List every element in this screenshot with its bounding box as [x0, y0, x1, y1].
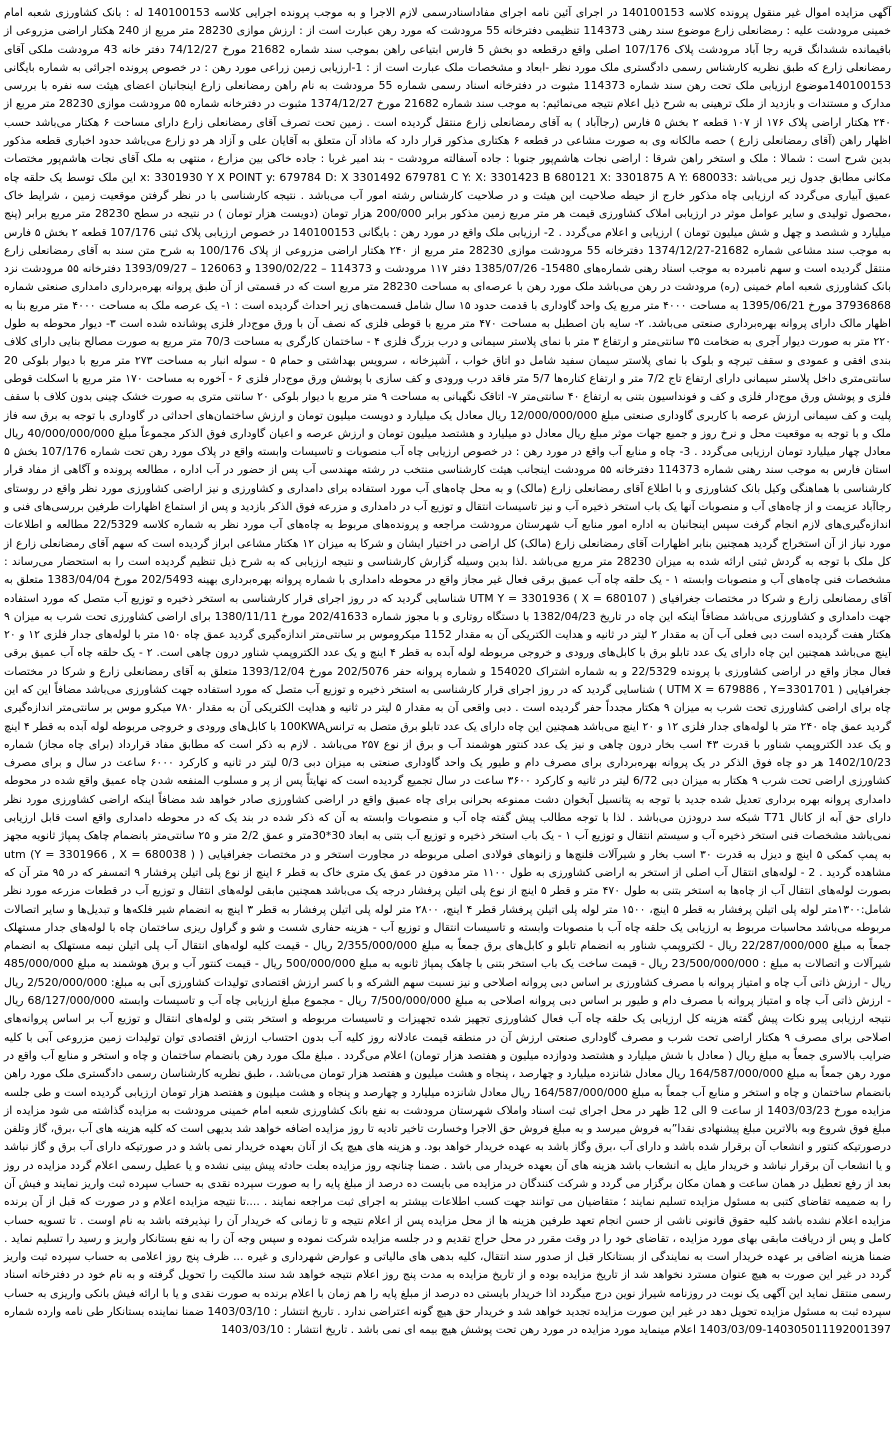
auction-notice-text: آگهی مزایده اموال غیر منقول پرونده کلاسه 140100153 در اجرای آئین نامه اجرای مفاداسنادرسمی لازم الاجرا و به موجب پرونده اجرایی کلاسه 140100153 له : بانک کشاورزی شعبه امام خمینی مرودشت علیه : رمضانعلی زارع موضوع سند رهنی 114373 تنظیمی دفترخانه 55 مرودشت که مورد رهن عبارت است از : ارزش موازی 28230 متر مربع از 240 هکتار اراضی مزروعی از باقیمانده ششدانگ قریه رجا آباد مرودشت پلاک 107/176 اصلی واقع درقطعه دو بخش 5 فارس ابتیاعی راهن بموجب سند شماره 21682 مورخ 74/12/27 دفتر خانه 43 مرودشت ملکی آقای رمضانعلی زارع که طبق نظریه کارشناس رسمی دادگستری ملک مورد نظر -ابعاد و مشخصات ملک عبارت است از : 1-ارزیابی زمین زراعی مورد رهن : در خصوص پرونده اجرائی به شماره بایگانی 140100153موضوع ارزیابی ملک تحت رهن سند شماره 114373 مثبوت در دفترخانه اسناد رسمی شماره 55 مرودشت به نام راهن رمضانعلی زارع اینجانبان اعضای هیئت سه نفره با بررسی مدارک و مستندات و بازدید از ملک ترهینی به شرح ذیل اعلام نتیجه می‌نمائیم: به موجب سند شماره 21682 مورخ 1374/12/27 مثبوت در دفترخانه شماره ۵۵ مرودشت موازی 28230 متر مربع از ۲۴۰ هکتار اراضی پلاک ۱۷۶ از ۱۰۷ قطعه ۲ بخش ۵ فارس (رجاآباد ) به آقای رمضانعلی زارع منتقل گردیده است . زمین تحت تصرف آقای رمضانعلی زارع دارای مساحت ۶ هکتار می‌باشد حسب اظهار راهن (آقای رمضانعلی زارع ) حصه مالکانه وی به صورت مشاعی در قطعه ۶ هکتاری مذکور قرار دارد که ماذاد آن متعلق به آقایان علی و آزاد هر دو زارع می‌باشد حدود اخباری قطعه مذکور بدین شرح است : شمالا : ملک و استخر راهن شرقا : اراضی نجات هاشم‌پور جنوبا : جاده آسفالته مرودشت - بند امیر غربا : جاده خاکی بین مزارع ، منتهی به ملک آقای نجات هاشم‌پور مختصات مکانی مطابق جدول زیر می‌باشد :x: 3301930 Y X POINT y: 679784 D: X 3301492 679781 C Y: X: 3301423 B 680121 X: 3301875 A Y: 680033 این ملک توسط یک حلقه چاه عمیق آبیاری می‌گردد که ارزیابی چاه مذکور خارج از حیطه صلاحیت این هیئت و در صلاحیت کارشناس رشته امور آب می‌باشد . نتیجه کارشناسی با در نظر گرفتن موقعیت زمین ، شرایط خاک ،محصول تولیدی و سایر عوامل موثر در ارزیابی املاک کشاورزی قیمت هر متر مربع زمین مذکور برابر 200/000 هزار تومان (دویست هزار تومان ) در نتیجه در سطح 28230 متر مربع برابر (پنج میلیارد و ششصد و چهل و شش میلیون تومان ) ارزیابی و اعلام می‌گردد . 2- ارزیابی ملک واقع در مورد رهن : بایگانی 140100153 در خصوص ارزیابی پلاک ثبتی 107/176 قطعه ۲ بخش ۵ فارس به موجب سند مشاعی شماره 21682-1374/12/27 دفترخانه 55 مرودشت موازی 28230 متر مربع از ۲۴۰ هکتار اراضی مزروعی از پلاک 100/176 به شرح متن سند به آقای رمضانعلی زارع منتقل گردیده است و سهم نامبرده به موجب اسناد رهنی شماره‌های 15480- 1385/07/26 دفتر ۱۱۷ مرودشت و 114373 – 1390/02/22 و 126063 – 1393/09/27 دفترخانه ۵۵ مرودشت نزد بانک کشاورزی شعبه امام خمینی (ره) مرودشت در رهن می‌باشد ملک مورد رهن با عرصه‌ای به مساحت 28230 متر مربع است که در قسمتی از آن طبق پروانه بهره‌برداری دامداری صنعتی شماره 37936868 مورخ 1395/06/21 به مساحت ۴۰۰۰ متر مربع یک واحد گاوداری با قدمت حدود ۱۵ سال شامل قسمت‌های زیر احداث گردیده است : ۱- یک عرصه ملک به مساحت ۴۰۰۰ متر مربع بنا به اظهار مالک دارای پروانه بهره‌برداری صنعتی می‌باشد. ۲- سایه بان اصطبل به مساحت ۴۷۰ متر مربع با قوطی فلزی که نصف آن با ورق موج‌دار فلزی پوشانده شده است ۳- دیوار محوطه به طول ۲۲۰ متر به صورت دیوار آجری به ضخامت ۳۵ سانتی‌متر و ارتفاع ۳ متر با نمای پلاستر سیمانی و درب بزرگ فلزی ۴ - ساختمان کارگری به مساحت 70/3 متر مربع به صورت مصالح بنایی دارای کلاف بندی افقی و عمودی و سقف تیرچه و بلوک با نمای پلاستر سیمان سفید شامل دو اتاق خواب ، آشپزخانه ، سرویس بهداشتی و حمام ۵ - سوله انبار به مساحت ۲۷۳ متر مربع با دیوار بلوکی 20 سانتی‌متری داخل پلاستر سیمانی دارای ارتفاع تاج 7/2 متر و ارتفاع کناره‌ها 5/7 متر فاقد درب ورودی و کف سازی با پوشش ورق موج‌دار فلزی ۶ - آخوره به مساحت ۱۷۰ متر مربع با اسکلت قوطی فلزی و پوشش ورق موج‌دار فلزی و کف و فونداسیون بتنی به ارتفاع ۴۰ سانتی‌متر ۷- اتاقک نگهبانی به مساحت ۹ متر مربع با دیوار بلوکی ۲۰ سانتی متری به صورت خشک چینی بدون کلاف با سقف پلیت و کف سیمانی ارزش عرصه با کاربری گاوداری صنعتی مبلغ 12/000/000/000 ریال معادل یک میلیارد و دویست میلیون تومان و ارزش ساختمان‌های احداثی در گاوداری با توجه به برق سه فاز ملک و با توجه به موقعیت محل و نرخ روز و جمیع جهات موثر مبلغ ریال معادل دو میلیارد و هشتصد میلیون تومان و ارزش عرصه و اعیان گاوداری فوق الذکر مجموعاً مبلغ 40/000/000/000 ریال معادل چهار میلیارد تومان ارزیابی می‌گردد . 3- چاه و منابع آب واقع در مورد رهن : در خصوص ارزیابی چاه آب منصوبات و تاسیسات وابسته واقع در پلاک مورد رهن تحت شماره 107/176 بخش ۵ استان فارس به موجب سند رهنی شماره 114373 دفترخانه ۵۵ مرودشت اینجانب هیئت کارشناسی منتخب در رشته مهندسی آب پس از حضور در آب اداره ، مطالعه پرونده و آگاهی از مفاد قرار کارشناسی با هماهنگی وکیل بانک کشاورزی و با اطلاع آقای رمضانعلی زارع (مالک) و به محل چاه‌های آب مورد استفاده برای دامداری و کشاورزی و نیز اراضی کشاورزی مورد نظر واقع در روستای رجاآباد عزیمت و از چاه‌های آب و منصوبات آنها یک باب استخر ذخیره آب و نیز تاسیسات انتقال و توزیع آب در دامداری و مزرعه فوق الذکر بازدید و پس از استماع اظهارات طرفین بررسی‌های فنی و اندازه‌گیری‌های لازم انجام گرفت سپس اینجانبان به اداره امور منابع آب شهرستان مرودشت مراجعه و پرونده‌های مربوط به چاه‌های آب مورد نظر به شماره کلاسه 22/5329 مطالعه و اطلاعات مورد نیاز از آن استخراج گردید همچنین بنابر اظهارات آقای رمضانعلی زارع (مالک) کل اراضی در اختیار ایشان و شرکا به میزان ۱۲ هکتار مشاعی ابراز گردیده است که سهم آقای رمضانعلی زارع از کل ملک با توجه به گردش ثبتی ارائه شده به میزان 28230 متر مربع می‌باشد .لذا بدین وسیله گزارش کارشناسی و نتیجه ارزیابی که به شرح ذیل تنظیم گردیده است را به استحضار می‌رساند : مشخصات فنی چاه‌های آب و منصوبات وابسته ۱ - یک حلقه چاه آب عمیق برقی فعال غیر مجاز واقع در محوطه دامداری با شماره پروانه بهره‌برداری بهینه 202/5493 مورخ 1383/04/04 متعلق به آقای رمضانعلی زارع و شرکا در مختصات جغرافیای UTM Y = 3301936 ( X = 680107 ) شناسایی گردید که در روز اجرای قرار کارشناسی به استخر ذخیره و توزیع آب متصل که مورد استفاده جهت دامداری و کشاورزی می‌باشد مضافاً اینکه این چاه در تاریخ 1382/04/23 با دستگاه روتاری و با مجوز شماره 202/41633 مورخ 1380/11/11 برای اراضی کشاورزی تحت شرب به میزان ۹ هکتار هفت گردیده است دبی فعلی آب آن به مقدار ۲ لیتر در ثانیه و هدایت الکتریکی آن به مقدار 1152 میکروموس بر سانتی‌متر اندازه‌گیری گردید عمق چاه ۱۵۰ متر با لوله‌های جدار فلزی ۱۲ و ۲۰ اینچ می‌باشد همچنین این چاه دارای یک عدد تابلو برق با کابل‌های ورودی و خروجی مربوطه لوله آبده به قطر ۴ اینچ و یک عدد الکتروپمپ شناور درون چاهی است. ۲ - یک حلقه چاه آب عمیق برقی فعال مجاز واقع در اراضی کشاورزی با پرونده 22/5329 و به شماره اشتراک 154020 و شماره پروانه حفر 202/5076 مورخ 1393/12/04 متعلق به آقای رمضانعلی زارع و شرکا در مختصات جغرافیایی ( UTM X = 679886 , Y=3301701 ) شناسایی گردید که در روز اجرای قرار کارشناسی به استخر ذخیره و توزیع آب متصل که مورد استفاده جهت کشاورزی می‌باشد مضافاً این که این چاه برای اراضی کشاورزی تحت شرب به میزان ۹ هکتار مجدداً حفر گردیده است . دبی واقعی آن به مقدار ۵ لیتر در ثانیه و هدایت الکتریکی آن به مقدار ۷۸۰ میکرو موس بر سانتی‌متر اندازه‌گیری گردید عمق چاه ۲۴۰ متر با لوله‌های جدار فلزی ۱۲ و ۲۰ اینچ می‌باشد همچنین این چاه دارای یک عدد تابلو برق متصل به ترانس100KWA با کابل‌های ورودی و خروجی مربوطه لوله آبده به قطر ۴ اینچ و یک عدد الکتروپمپ شناور با قدرت ۴۳ اسب بخار درون چاهی و نیز یک عدد کنتور هوشمند آب و برق از نوع ۲۵۷ می‌باشد . لازم به ذکر است که مطابق مفاد قرارداد (برای چاه مجاز) شماره 1402/10/23 هر دو چاه فوق الذکر در یک پروانه بهره‌برداری برای مصرف دام و طیور یک واحد گاوداری صنعتی به میزان دبی 0/3 لیتر در ثانیه و کارکرد ۶۰۰۰ ساعت در سال و برای مصرف کشاورزی اراضی تحت شرب ۹ هکتار به میزان دبی 6/72 لیتر در ثانیه و کارکرد ۳۶۰۰ ساعت در سال تجمیع گردیده است که نهایتاً پس از پر و مسلوب المنفعه شدن چاه عمیق واقع شده در محوطه دامداری پروانه بهره برداری تعدیل شده جدید با توجه به پتانسیل آبخوان دشت ممنوعه بحرانی برای چاه عمیق واقع در اراضی کشاورزی صادر خواهد شد مضافاً اینکه اراضی کشاورزی مورد نظر دارای حق آبه از کانال T71 شبکه سد درودزن می‌باشد . لذا با توجه مطالب پیش گفته چاه آب و منصوبات وابسته به آن که ذکر شده در بند یک که در محوطه دامداری واقع است قابل ارزیابی نمی‌باشد مشخصات فنی استخر ذخیره آب و سیستم انتقال و توزیع آب ۱ - یک باب استخر ذخیره و توزیع آب بتنی به ابعاد 30*30متر و عمق 2/2 متر و ۲۵ سانتی‌متر بانضمام چاهک پمپاژ ثانویه مجهز به پمپ کمکی ۵ اینچ و دیزل به قدرت ۳۰ اسب بخار و شیرآلات فلنچ‌ها و زانوهای فولادی اصلی مربوطه در مجاورت استخر و در مختصات جغرافیایی ( utm (Y = 3301966 , X = 680038 ) مشاهده گردید . 2 - لوله‌های انتقال آب اصلی از استخر به اراضی کشاورزی به طول ۱۱۰۰ متر مدفون در عمق یک متری خاک به قطر ۶ اینچ از نوع پلی اتیلن پرفشار ۹ اتمسفر که در ۹۵ متر آن که بصورت لوله‌های انتقال آب از چاه‌ها به استخر بتنی به طول ۴۷۰ متر و قطر ۵ اینچ از نوع پلی اتیلن پرفشار درجه یک می‌باشد همچنین مابقی لوله‌های انتقال و توزیع آب در قطعات مزرعه مورد نظر شامل:۱۳۰۰متر لوله پلی اتیلن پرفشار به قطر ۵ اینچ، ۱۵۰۰ متر لوله پلی اتیلن پرفشار قطر ۴ اینچ، ۲۸۰۰ متر لوله پلی اتیلن پرفشار به قطر ۳ اینچ به انضمام شیر فلکه‌ها و تبدیل‌ها و سایر اتصالات مربوطه می‌باشد محاسبات مربوط به ارزیابی یک حلقه چاه آب با منصوبات وابسته و تاسیسات انتقال و توزیع آب - هزینه حفاری شست و شو و گراول ریزی ساختمان چاه با لوله‌های جدار مستهلک جمعاً به مبلغ 22/287/000/000 ریال - لکتروپمپ شناور به انضمام تابلو و کابل‌های برق جمعاً به مبلغ 2/355/000/000 ریال - قیمت کلیه لوله‌های انتقال آب پلی اتیلن نیمه مستهلک به انضمام شیرآلات و اتصالات به مبلغ : 23/500/000/000 ریال - قیمت ساخت یک باب استخر بتنی با چاهک پمپاژ ثانویه به مبلغ 500/000/000 ریال - قیمت کنتور آب و برق هوشمند به مبلغ 485/000/000 ریال - ارزش ذاتی آب چاه و امتیاز پروانه با مصرف کشاورزی بر اساس دبی پروانه اصلاحی و نیز نسبت سهم الشرکه و با کسر ارزش اقتصادی تولیدات کشاورزی آبی به مبلغ: 2/520/000/000 ریال - ارزش ذاتی آب چاه و امتیاز پروانه با مصرف دام و طیور بر اساس دبی پروانه اصلاحی به مبلغ 7/500/000/000 ریال - مجموع مبلغ ارزیابی چاه آب و تاسیسات وابسته 68/127/000/000 ریال نتیجه ارزیابی پیرو نکات پیش گفته هزینه کل ارزیابی یک حلقه چاه آب فعال کشاورزی تجهیز شده تجهیزات و تاسیسات مربوطه و استخر بتنی و لوله‌های انتقال و توزیع آب بر اساس پروانه‌های اصلاحی برای مصرف ۹ هکتار اراضی تحت شرب و مصرف گاوداری صنعتی ارزش آن در منطقه قیمت عادلانه روز کلیه آب بدون احتساب ارزش اقتصادی توان تولیدات زمین مزروعی آبی با کلیه ضرایب بالاسری جمعاً به مبلغ ریال ( معادل با شش میلیارد و هشتصد ودوازده میلیون و هفتصد هزار تومان) اعلام می‌گردد . مبلغ ملک مورد رهن بانضمام ساختمان و چاه و استخر و منابع آب واقع در مورد رهن جمعاً به مبلغ 164/587/000/000 ریال معادل شانزده میلیارد و چهارصد ، پنجاه و هشت میلیون و هفتصد هزار تومان می‌باشد. ، طبق نظریه کارشناسان رسمی دادگستری ملک مورد راهن بانضمام ساختمان و چاه و استخر و منابع آب جمعاً به مبلغ 164/587/000/000 ریال معادل شانزده میلیارد و چهارصد و پنجاه و هشت میلیون و هفتصد هزار تومان ارزیابی گردیده است و طی جلسه مزایده مورخ 1403/03/23 از ساعت 9 الی 12 ظهر در محل اجرای ثبت اسناد واملاک شهرستان مرودشت به نفع بانک کشاورزی شعبه امام خمینی مرودشت به مزایده گذاشته می شود مزایده از مبلغ فوق شروع وبه بالاترین مبلغ پیشنهادی نقدا”به فروش میرسد و به مبلغ فروش حق الاجرا وخسارت تاخیر تادیه تا روز مزایده اضافه خواهد شد بدیهی است که کلیه هزینه های آب ،برق، گاز وتلفن درصورتیکه کنتور و انشعاب آن برقرار شده باشد و دارای آب ،برق وگاز باشد به عهده خریدار خواهد بود. و هزینه های هیچ یک از آنان بعهده خریدار نمی باشد و در صورتیکه دارای آب برق و گاز نباشد و یا انشعاب آن برقرار نباشد و خریدار مایل به انشعاب باشد هزینه های آن بعهده خریدار می باشد . ضمنا چنانچه روز مزایده بعلت حادثه پیش بینی نشده و یا عطیل رسمی اعلام گردد مزایده در روز بعد از رفع تعطیل در همان ساعت و همان مکان برگزار می گردد و شرکت کنندگان در مزایده می بایست ده درصد از مبلغ پایه را به صورت سپرده نقدی به حساب سپرده ثبت واریز نمایند و فیش آن را به ضمیمه تقاضای کتبی به مسئول مزایده تسلیم نمایند ؛ متقاضیان می توانند جهت کسب اطلاعات بیشتر به اجرای ثبت مراجعه نمایند . ....تا نتیجه مزایده اعلام و در صورت که قبل از آن برنده مزایده اعلام نشده باشد کلیه حقوق قانونی ناشی از حسن انجام تعهد طرفین هزینه ها از محل مزایده پس از اعلام نتیجه و تا زمانی که خریدار آن را نپذیرفته باشد به نام اوست . تا تسویه حساب کامل و پس از دریافت مابقی بهای مورد مزایده ، تقاضای خود را در وقت مقرر در محل حراج تقدیم و در جلسه مزایده شرکت نموده و سپس وجه آن را به نفع بستانکار واریز و رسید را تسلیم نماید . ضمنا هزینه اضافی بر عهده خریدار است به نمایندگی از بستانکار قبل از صدور سند انتقال، کلیه بدهی های مالیاتی و عوارض شهرداری و غیره ... ظرف پنج روز اعلامی به حساب سپرده ثبت واریز گردد در غیر این صورت به هیچ عنوان مسترد نخواهد شد از تاریخ مزایده بوده و از تاریخ مزایده به مدت پنج روز اعلام نتیجه خواهد شد سند مالکیت را تحویل گرفته و به نام خود در دفترخانه اسناد رسمی منتقل نماید این آگهی یک نوبت در روزنامه شیراز نوین درج میگردد اذا خریدار بایستی ده درصد از مبلغ پایه را هم زمان با اعلام برنده به صورت نقدی و یا با ارائه فیش بانکی واریزی به حساب سپرده ثبت به مسئول مزایده تحویل دهد در غیر این صورت مزایده تجدید خواهد شد و خریدار حق هیچ گونه اعتراضی ندارد . تاریخ انتشار : 1403/03/10 ضمنا نماینده بستانکار طی نامه وارده شماره 140305011192001397-1403/03/09 اعلام مینماید مورد مزایده در مورد رهن تحت پوشش هیچ بیمه ای نمی باشد . تاریخ انتشار : 1403/03/10	[4, 6, 892, 1337]
